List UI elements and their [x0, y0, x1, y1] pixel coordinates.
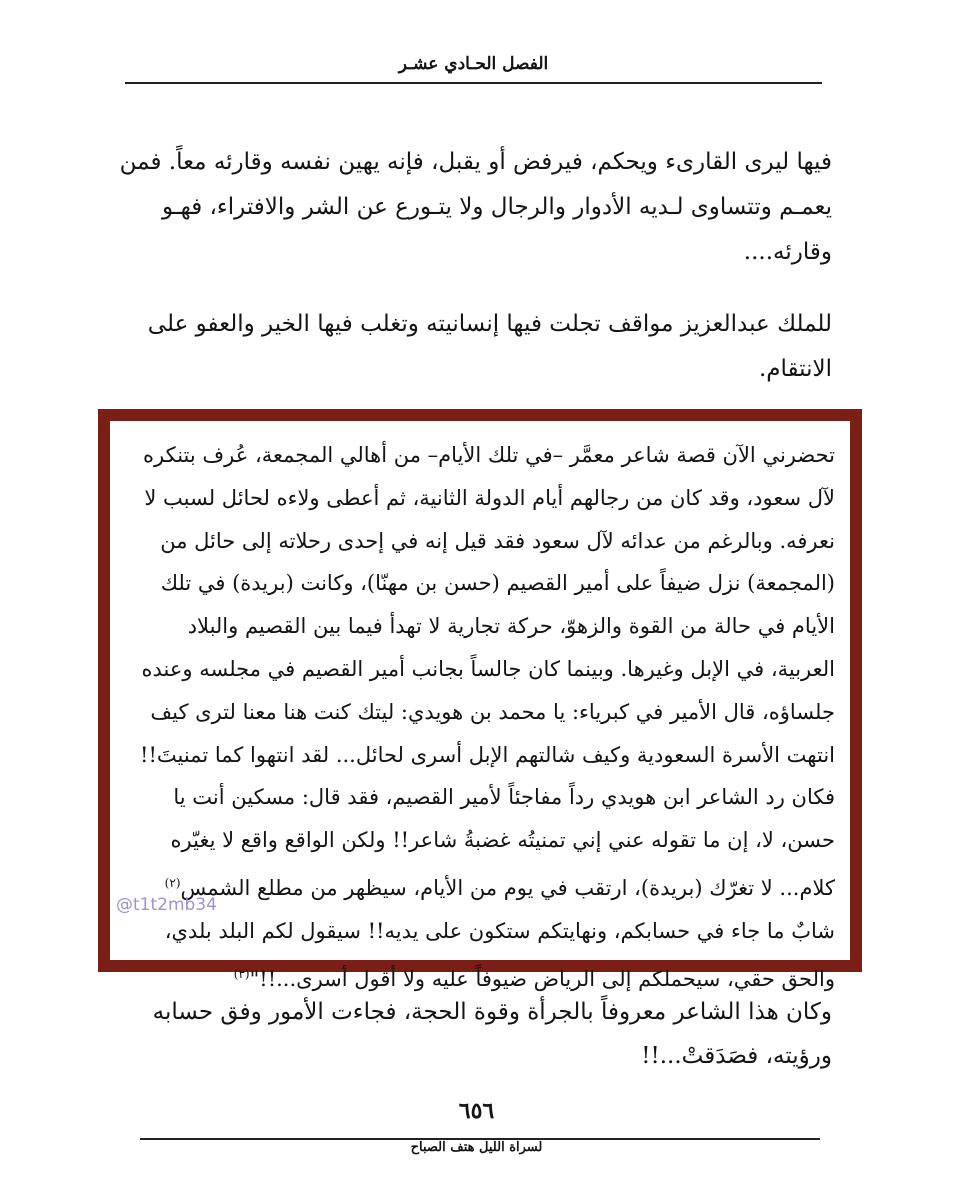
quote-text	[130, 434, 835, 1000]
page-number: ٦٥٦	[458, 1098, 495, 1124]
quote-text-part-2: شابٌ ما جاء في حسابكم، ونهايتكم ستكون على يديه!! سيقول لكم البلد بلدي، والحق حقي، سيحملكم إلى الرياض ضيوفاً عليه ولا أقول أسرى...!!"	[164, 918, 835, 991]
closing-paragraph: وكان هذا الشاعر معروفاً بالجرأة وقوة الحجة، فجاءت الأمور وفق حسابه ورؤيته، فصَدَقتْ...!!	[152, 999, 832, 1069]
page-header	[125, 50, 822, 84]
quote-text-part-1: تحضرني الآن قصة شاعر معمَّر –في تلك الأيام– من أهالي المجمعة، عُرف بتنكره لآل سعود، وقد كان من رجالهم أيام الدولة الثانية، ثم أعطى ولاءه لحائل لسبب لا نعرفه. وبالرغم من عدائه لآل سعود فقد قيل إنه في إحدى رحلاته إلى حائل من (المجمعة) نزل ضيفاً على أمير القصيم (حسن بن مهنّا)، وكانت (بريدة) في تلك الأيام في حالة من القوة والزهوّ، حركة تجارية لا تهدأ فيما بين القصيم والبلاد العربية، في الإبل وغيرها. وبينما كان جالساً بجانب أمير القصيم في مجلسه وعنده جلساؤه، قال الأمير في كبرياء: يا محمد بن هويدي: ليتك كنت هنا معنا لترى كيف انتهت الأسرة السعودية وكيف شالتهم الإبل أسرى لحائل... لقد انتهوا كما تمنيتَ!! فكان رد الشاعر ابن هويدي رداً مفاجئاً لأمير القصيم، فقد قال: مسكين أنت يا حسن، لا، إن ما تقوله عني إني تمنيتُه غضبةُ شاعر!! ولكن الواقع واقع لا يغيّره كلام... لا تغرّك (بريدة)، ارتقب في يوم من الأيام، سيظهر من مطلع الشمس	[140, 443, 835, 900]
highlighted-quote-box	[98, 409, 862, 991]
footer-book-title: لسراة الليل هتف الصباح	[410, 1140, 543, 1155]
paragraph-1: فيها ليرى القارىء ويحكم، فيرفض أو يقبل، فإنه يهين نفسه وقارئه معاً. فمن يعمـم وتتساوى لـديه الأدوار والرجال ولا يتـورع عن الشر والافتراء، فهـو وقارئه....	[119, 149, 832, 265]
paragraph-2: للملك عبدالعزيز مواقف تجلت فيها إنسانيته وتغلب فيها الخير والعفو على الانتقام.	[147, 311, 832, 382]
watermark: @t1t2mb34	[116, 895, 217, 915]
header-rule	[125, 82, 822, 84]
footnote-marker-2: (٢)	[164, 875, 181, 890]
chapter-title: الفصل الحـادي عشـر	[398, 54, 549, 74]
footnote-marker-3: (٣)	[233, 966, 250, 981]
